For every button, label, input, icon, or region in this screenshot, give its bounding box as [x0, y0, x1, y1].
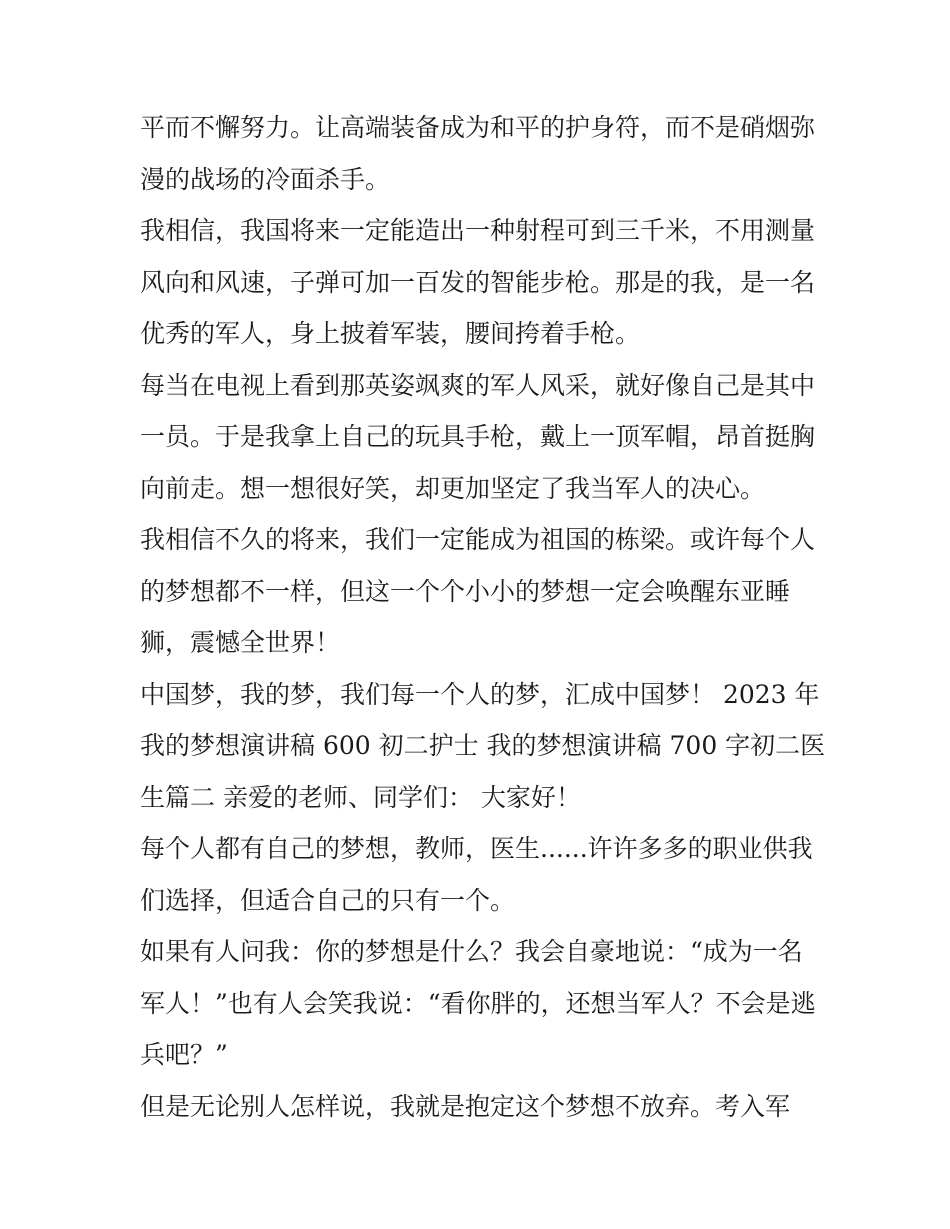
text-line: 我相信不久的将来，我们一定能成为祖国的栋梁。或许每个人 — [140, 525, 816, 554]
text-line: 风向和风速，子弹可加一百发的智能步枪。那是的我，是一名 — [140, 267, 816, 297]
text-line: 中国梦，我的梦，我们每一个人的梦，汇成中国梦！ 2023 年 — [140, 679, 820, 709]
text-line: 每个人都有自己的梦想，教师，医生......许许多多的职业供我 — [140, 834, 813, 863]
text-line: 兵吧？” — [140, 1040, 228, 1069]
text-line: 的梦想都不一样，但这一个个小小的梦想一定会唤醒东亚睡 — [140, 576, 791, 606]
text-line: 我的梦想演讲稿 600 初二护士 我的梦想演讲稿 700 字初二医 — [140, 731, 826, 760]
text-line: 生篇二 亲爱的老师、同学们： 大家好！ — [140, 782, 581, 812]
text-line: 军人！”也有人会笑我说：“看你胖的，还想当军人？不会是逃 — [140, 988, 816, 1018]
text-line: 优秀的军人，身上披着军装，腰间挎着手枪。 — [140, 319, 641, 348]
text-line: 如果有人问我：你的梦想是什么？我会自豪地说：“成为一名 — [140, 937, 803, 966]
text-line: 漫的战场的冷面杀手。 — [140, 164, 391, 194]
document-body — [140, 102, 826, 1132]
text-line: 们选择，但适合自己的只有一个。 — [140, 885, 516, 915]
text-line: 平而不懈努力。让高端装备成为和平的护身符，而不是硝烟弥 — [140, 113, 816, 142]
text-line: 每当在电视上看到那英姿飒爽的军人风采，就好像自己是其中 — [140, 370, 816, 400]
text-line: 狮，震憾全世界！ — [140, 628, 341, 657]
text-line: 但是无论别人怎样说，我就是抱定这个梦想不放弃。考入军 — [140, 1091, 791, 1121]
text-line: 向前走。想一想很好笑，却更加坚定了我当军人的决心。 — [140, 473, 766, 503]
text-line: 我相信，我国将来一定能造出一种射程可到三千米，不用测量 — [140, 216, 816, 245]
text-line: 一员。于是我拿上自己的玩具手枪，戴上一顶军帽，昂首挺胸 — [140, 422, 816, 451]
